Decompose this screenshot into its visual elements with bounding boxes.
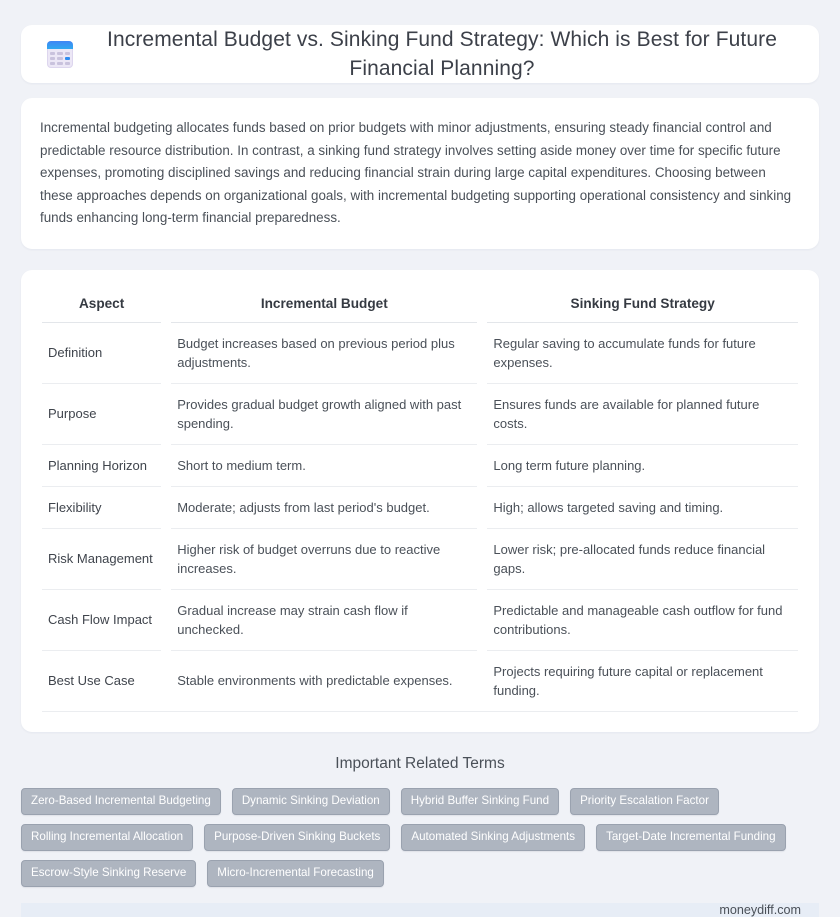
related-term-tag[interactable]: Priority Escalation Factor — [570, 788, 719, 815]
cell-aspect: Purpose — [42, 383, 161, 444]
calendar-icon — [47, 41, 73, 68]
table-row — [42, 322, 798, 383]
column-header-aspect: Aspect — [42, 292, 161, 323]
calendar-icon-header — [47, 41, 73, 49]
cell-incremental: Gradual increase may strain cash flow if unchecked. — [171, 589, 477, 650]
cell-incremental: Moderate; adjusts from last period's budget. — [171, 486, 477, 528]
cell-sinking: Projects requiring future capital or replacement funding. — [487, 650, 798, 711]
column-gap — [477, 650, 487, 711]
column-gap — [161, 383, 171, 444]
cell-incremental: Provides gradual budget growth aligned with past spending. — [171, 383, 477, 444]
description-card — [21, 98, 819, 249]
cell-aspect: Planning Horizon — [42, 444, 161, 486]
related-terms-list — [21, 788, 819, 887]
cell-sinking: High; allows targeted saving and timing. — [487, 486, 798, 528]
footer-bar — [21, 903, 819, 917]
related-term-tag[interactable]: Hybrid Buffer Sinking Fund — [401, 788, 559, 815]
column-gap — [477, 486, 487, 528]
related-terms-heading: Important Related Terms — [335, 754, 505, 772]
table-row — [42, 528, 798, 589]
column-gap — [477, 589, 487, 650]
column-gap — [477, 528, 487, 589]
table-row — [42, 383, 798, 444]
column-gap — [477, 444, 487, 486]
cell-sinking: Ensures funds are available for planned future costs. — [487, 383, 798, 444]
cell-aspect: Cash Flow Impact — [42, 589, 161, 650]
cell-incremental: Budget increases based on previous period plus adjustments. — [171, 322, 477, 383]
title-row — [47, 25, 793, 83]
related-term-tag[interactable]: Target-Date Incremental Funding — [596, 824, 785, 851]
column-header-incremental-budget: Incremental Budget — [171, 292, 477, 323]
column-gap — [161, 528, 171, 589]
comparison-table — [42, 292, 798, 712]
description-text: Incremental budgeting allocates funds based on prior budgets with minor adjustments, ensuring steady financial control and predictable resource distribution. In contrast, a sinking fund strategy involves setting aside money over time for specific future expenses, promoting disciplined savings and reducing financial strain during large capital expenditures. Choosing between these approaches depends on organizational goals, with incremental budgeting supporting operational consistency and sinking funds enhancing long-term financial preparedness. — [40, 120, 792, 225]
cell-incremental: Short to medium term. — [171, 444, 477, 486]
column-gap — [161, 589, 171, 650]
cell-sinking: Predictable and manageable cash outflow for fund contributions. — [487, 589, 798, 650]
column-gap — [477, 322, 487, 383]
related-term-tag[interactable]: Purpose-Driven Sinking Buckets — [204, 824, 390, 851]
cell-sinking: Regular saving to accumulate funds for future expenses. — [487, 322, 798, 383]
cell-aspect: Flexibility — [42, 486, 161, 528]
table-header-row — [42, 292, 798, 323]
comparison-table-card — [21, 270, 819, 732]
column-gap — [161, 322, 171, 383]
table-row — [42, 486, 798, 528]
cell-incremental: Stable environments with predictable expenses. — [171, 650, 477, 711]
related-term-tag[interactable]: Zero-Based Incremental Budgeting — [21, 788, 221, 815]
related-term-tag[interactable]: Rolling Incremental Allocation — [21, 824, 193, 851]
related-term-tag[interactable]: Escrow-Style Sinking Reserve — [21, 860, 196, 887]
column-gap — [161, 444, 171, 486]
table-head — [42, 292, 798, 323]
related-term-tag[interactable]: Micro-Incremental Forecasting — [207, 860, 384, 887]
calendar-icon-grid — [50, 52, 70, 65]
page-title: Incremental Budget vs. Sinking Fund Strategy: Which is Best for Future Financial Planning? — [107, 28, 777, 80]
column-gap — [161, 486, 171, 528]
column-gap — [161, 292, 171, 323]
title-card — [21, 25, 819, 83]
cell-aspect: Best Use Case — [42, 650, 161, 711]
related-term-tag[interactable]: Dynamic Sinking Deviation — [232, 788, 390, 815]
table-row — [42, 444, 798, 486]
cell-sinking: Long term future planning. — [487, 444, 798, 486]
table-row — [42, 650, 798, 711]
related-term-tag[interactable]: Automated Sinking Adjustments — [401, 824, 585, 851]
cell-sinking: Lower risk; pre-allocated funds reduce financial gaps. — [487, 528, 798, 589]
table-body — [42, 322, 798, 711]
cell-aspect: Risk Management — [42, 528, 161, 589]
table-row — [42, 589, 798, 650]
column-gap — [161, 650, 171, 711]
cell-aspect: Definition — [42, 322, 161, 383]
cell-incremental: Higher risk of budget overruns due to reactive increases. — [171, 528, 477, 589]
column-header-sinking-fund-strategy: Sinking Fund Strategy — [487, 292, 798, 323]
footer-site-name: moneydiff.com — [719, 902, 801, 917]
column-gap — [477, 292, 487, 323]
column-gap — [477, 383, 487, 444]
